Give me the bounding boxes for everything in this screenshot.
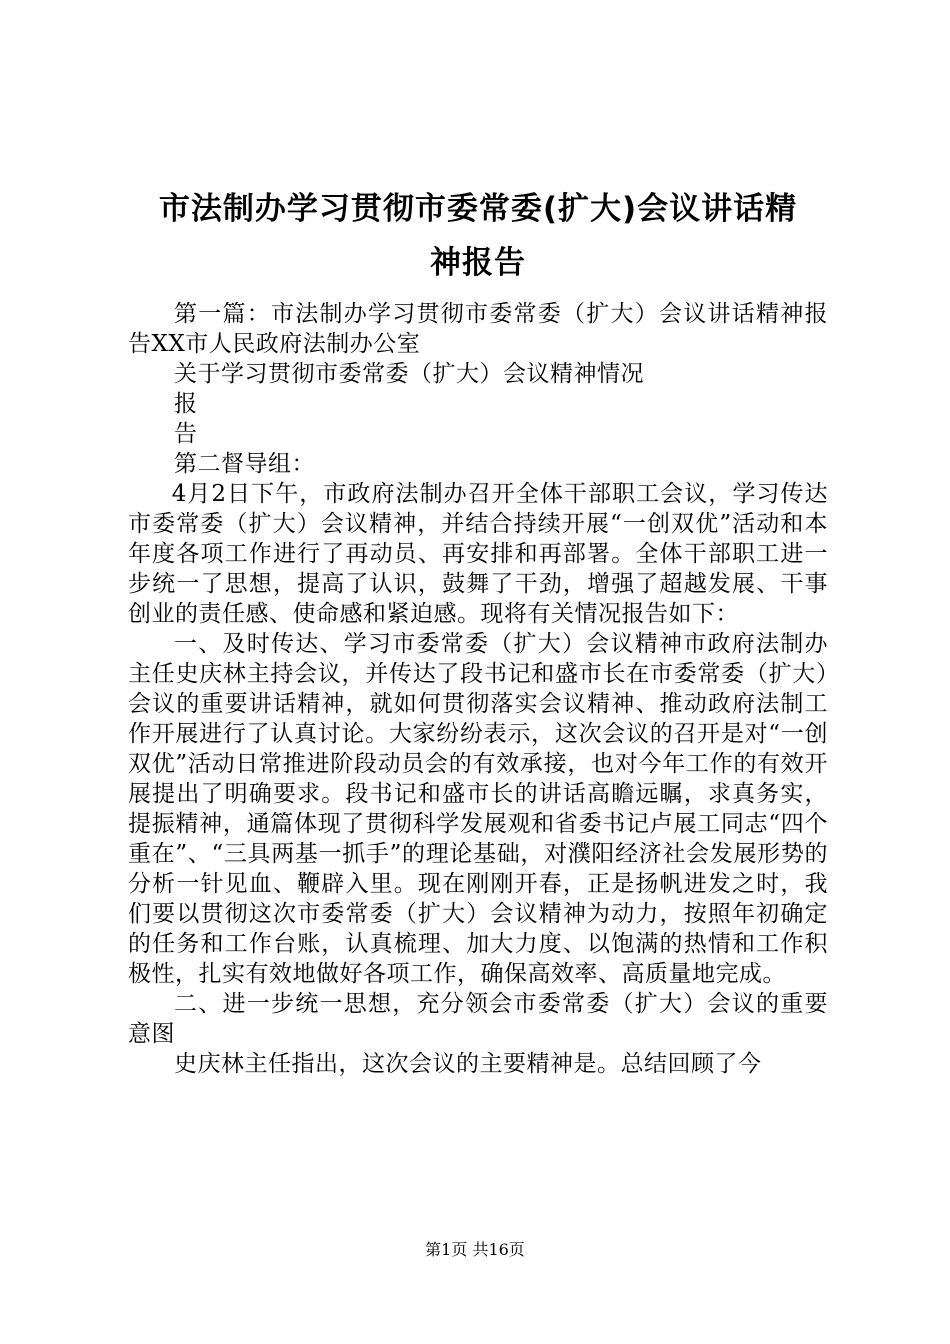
paragraph-report-char-2: 告 xyxy=(174,421,198,447)
paragraph-first-chapter: 第一篇：市法制办学习贯彻市委常委（扩大）会议讲话精神报告XX市人民政府法制办公室 xyxy=(128,301,828,357)
paragraph-report-char-1: 报 xyxy=(174,391,198,417)
paragraph-section-2-heading: 二、进一步统一思想，充分领会市委常委（扩大）会议的重要意图 xyxy=(128,991,828,1047)
title-line-2: 神报告 xyxy=(430,245,526,281)
page-number: 第1页 共16页 xyxy=(425,1240,525,1259)
document-body xyxy=(128,299,828,1079)
paragraph-section-2-text: 史庆林主任指出，这次会议的主要精神是。总结回顾了今 xyxy=(174,1051,762,1077)
title-line-1: 市法制办学习贯彻市委常委(扩大)会议讲话精 xyxy=(158,191,798,227)
paragraph-section-1: 一、及时传达、学习市委常委（扩大）会议精神市政府法制办主任史庆林主持会议，并传达了段书记和盛市长在市委常委（扩大）会议的重要讲话精神，就如何贯彻落实会议精神、推动政府法制工作开展进行了认真讨论。大家纷纷表示，这次会议的召开是对“一创双优”活动日常推进阶段动员会的有效承接，也对今年工作的有效开展提出了明确要求。段书记和盛市长的讲话高瞻远瞩，求真务实，提振精神，通篇体现了贯彻科学发展观和省委书记卢展工同志“四个重在”、“三具两基一抓手”的理论基础，对濮阳经济社会发展形势的分析一针见血、鞭辟入里。现在刚刚开春，正是扬帆进发之时，我们要以贯彻这次市委常委（扩大）会议精神为动力，按照年初确定的任务和工作台账，认真梳理、加大力度、以饱满的热情和工作积极性，扎实有效地做好各项工作，确保高效率、高质量地完成。 xyxy=(128,631,828,987)
page-footer xyxy=(0,1240,950,1260)
paragraph-addressee: 第二督导组： xyxy=(174,451,315,477)
paragraph-intro: 4月2日下午，市政府法制办召开全体干部职工会议，学习传达市委常委（扩大）会议精神，并结合持续开展“一创双优”活动和本年度各项工作进行了再动员、再安排和再部署。全体干部职工进一步统一了思想，提高了认识，鼓舞了干劲，增强了超越发展、干事创业的责任感、使命感和紧迫感。现将有关情况报告如下： xyxy=(128,481,828,627)
paragraph-report-heading: 关于学习贯彻市委常委（扩大）会议精神情况 xyxy=(174,361,644,387)
document-title xyxy=(128,182,828,290)
